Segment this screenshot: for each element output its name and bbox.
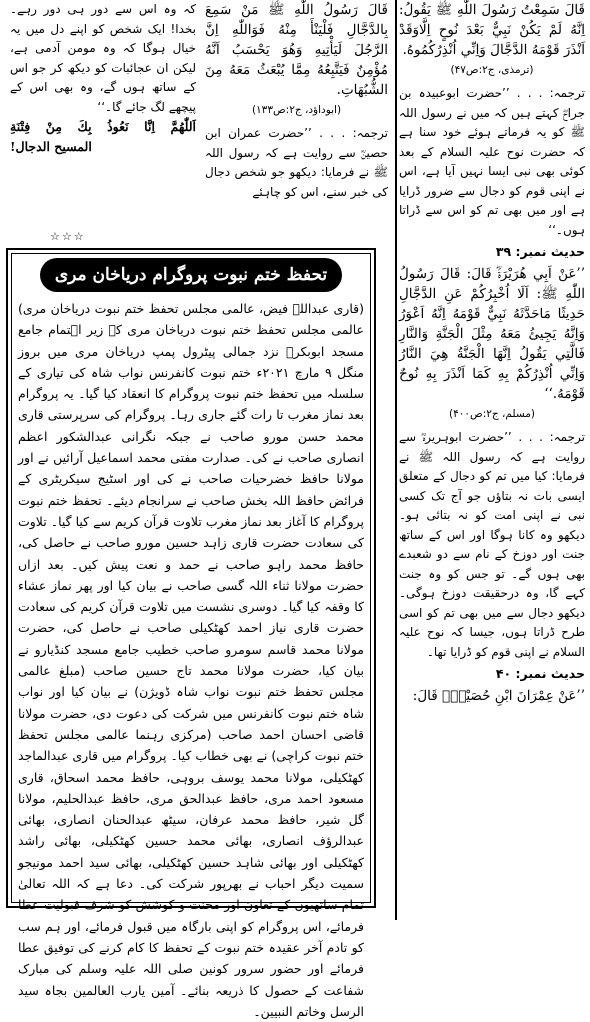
hadith-reference: (ترمذی، ج۲:ص۴۷) [450, 64, 534, 76]
urdu-translation: ترجمہ: . . . ’’حضرت ابوہریرہؓ سے روایت ہے کہ رسول اللہ ﷺ نے فرمایا: کیا میں تم کو دجال کے متعلق ایسی بات نہ بتاؤں جو آج تک کسی نبی نے اپنی امت کو نہ بتائی ہو۔ دیکھو وہ کانا ہوگا اور اس کے ساتھ جنت اور دوزخ کے نام سے دو شعبدے بھی ہوں گے۔ تو جس کو وہ جنت کہے گا، وہ درحقیقت دوزخ ہوگی۔ دیکھو دجال سے میں بھی تم کو اسی طرح ڈراتا ہوں، جیسا کہ نوح علیہ السلام نے اپنی قوم کو ڈرایا تھا۔ [399, 430, 585, 659]
urdu-translation: ترجمہ: . . . ’’حضرت ابوعبیدہ بن جراحؓ کہتے ہیں کہ میں نے رسول اللہ ﷺ کو یہ فرماتے ہوئے خود سنا ہے کہ حضرت نوح علیہ السلام کے بعد کوئی بھی نبی ایسا نہیں آیا ہے، اس نے اپنی قوم کو دجال سے ضرور ڈرایا ہے اور میں بھی تم کو اس سے ڈراتا ہوں۔‘‘ [399, 86, 585, 237]
dua-text-end: المسيح الدجال! [10, 139, 92, 154]
hadith-reference: (مسلم، ج۲:ص۴۰۰) [449, 408, 535, 420]
news-body-text: (قاری عبداللہ فیض، عالمی مجلس تحفظ ختم نبوت دریاخان مری) عالمی مجلس تحفظ ختم نبوت دریاخان مری کے زیر اہتمام جامع مسجد ابوبکرؓ نزد جمالی پیٹرول پمپ دریاخان مری میں بروز منگل ۹ مارچ ۲۰۲۱ء ختم نبوت کانفرنس نواب شاہ کی تیاری کے سلسلہ میں تحفظ ختم نبوت پروگرام کا انعقاد کیا گیا۔ یہ پروگرام بعد نماز مغرب تا رات گئے جاری رہا۔ پروگرام کی سرپرستی قاری محمد حسن مورو صاحب نے جبکہ نگرانی عبدالشکور اعظم انصاری صاحب نے کی۔ صدارت مفتی محمد اسماعیل آرائیں نے اور مولانا حافظ خضرحیات صاحب نے کی اور اسٹیج سیکریٹری کے فرائض حافظ اللہ بخش صاحب نے سرانجام دیئے۔ تحفظ ختم نبوت پروگرام کا آغاز بعد نماز مغرب تلاوت قرآن کریم سے کیا گیا۔ تلاوت کی سعادت حضرت قاری زاہد حسین مورو صاحب نے حاصل کی، حافظ محمد راہو صاحب نے حمد و نعت پیش کیں۔ بعد ازاں حضرت مولانا ثناء اللہ گسی صاحب نے بیان کیا اور پھر نماز عشاء کا وقفہ کیا گیا۔ دوسری نشست میں تلاوت قرآن کریم کی سعادت حضرت قاری نیاز احمد کھٹکیلی صاحب نے حاصل کی، حضرت مولانا محمد قاسم سومرو صاحب خطیب جامع مسجد کنڈیارو نے بیان کیا، حضرت مولانا محمد تاج حسین صاحب (مبلغ عالمی مجلس تحفظ ختم نبوت نواب شاہ ڈویژن) نے بیان کیا اور نواب شاہ ختم نبوت کانفرنس میں شرکت کی دعوت دی، حضرت مولانا قاضی احسان احمد صاحب (مرکزی رہنما عالمی مجلس تحفظ ختم نبوت کراچی) نے بھی خطاب کیا۔ پروگرام میں قاری عبدالماجد کھٹکیلی، مولانا محمد یوسف بروہی، حافظ محمد اسحاق، قاری مسعود احمد مری، حافظ عبدالحق مری، حافظ عبدالحلیم، مولانا گل شیر، حافظ محمد عرفان، سیٹھ عبدالحنان انصاری، بھائی عبدالرؤف انصاری، بھائی محمد حسین کھٹکیلی، بھائی راشد کھٹکیلی اور بھائی شاہد حسین کھٹکیلی، بھائی سید احمد مونیجو سمیت دیگر احباب نے بھرپور شرکت کی۔ دعا ہے کہ اللہ تعالیٰ تمام ساتھیوں کے تعاون اور محنت و کوشش کو شرف قبولیت عطا فرمائے، اس پروگرام کو اپنی بارگاہ میں قبول فرمائے، اور ہم سب کو تادم آخر عقیدہ ختم نبوت کے تحفظ کا کام کرنے کی توفیق عطا فرمائے اور حضور سرور کونین صلی اللہ علیہ وسلم کی مبارک شفاعت کے حصول کا ذریعہ بنائے۔ آمین یارب العالمین بجاہ سید الرسل وخاتم النبیین۔ [18, 301, 365, 1019]
urdu-translation-continued: کہ وہ اس سے دور ہی دور رہے۔ بخدا! ایک شخص کو اپنے دل میں یہ خیال ہوگا کہ وہ مومن آدمی ہے، لیکن ان عجائبات کو دیکھ کر جو اس کے ساتھ ہوں گے، وہ بھی اس کے پیچھے لگ جائے گا۔‘‘ [10, 2, 196, 114]
arabic-hadith-text: قَالَ سَمِعْتُ رَسُولَ اللّٰهِ ﷺ يَقُولُ: اِنَّهُ لَمْ يَكُنْ نَبِيٌّ بَعْدَ نُوحٍ اِلَّاوَقَدْ اَنْذَرَ قَوْمَهُ الدَّجَّالَ وَاِنِّي اُنْذِرُكُمُوهُ. [399, 2, 585, 58]
middle-column [203, 0, 390, 202]
hadith-number-heading: حدیث نمبر: ۳۹ [495, 244, 585, 259]
dua-text: اَللّٰهُمَّ اِنَّا نَعُوذُ بِكَ مِنْ فِتْنَةِ [10, 119, 196, 134]
arabic-hadith-text: ’’عَنْ اَبِي هُرَيْرَةَؓ قَالَ: قَالَ رَسُولُ اللّٰهِ ﷺ: اَلَا اُخْبِرُكُمْ عَنِ الدَّجَّالِ حَدِيثًا مَاحَدَّثَهُ نَبِيٌّ قَوْمَهُ اِنَّهُ اَعْوَرُ وَاِنَّهُ يَجِيئُ مَعَهُ مِثْلَ الْجَنَّةِ وَالنَّارِ فَالَّتِي يَقُولُ اِنَّهَا الْجَنَّةُ هِيَ النَّارُ وَاِنِّي اُنْذِرُكُمْ بِهِ كَمَا اَنْذَرَ بِهِ نُوحٌ قَوْمَهُ.‘‘ [399, 266, 585, 402]
news-report-box [6, 248, 376, 1019]
arabic-hadith-text: ’’عَنْ عِمْرَانَ ابْنِ حُصَيْنٍؓ قَالَ: [412, 688, 585, 704]
separator-stars: ☆☆☆ [50, 230, 86, 243]
arabic-hadith-text: قَالَ رَسُولُ اللّٰهِ ﷺ مَنْ سَمِعَ بِالدَّجَّالِ فَلْيَنْأَ مِنْهُ فَوَاللّٰهِ اِنَّ الرَّجُلَ لَيَأْتِيهِ وَهُوَ يَحْسَبُ اَنَّهُ مُؤْمِنٌ فَيَتَّبِعُهُ مِمَّا يُبْعَثُ مَعَهُ مِنَ الشُّبُهَاتِ. [205, 2, 388, 98]
news-banner-heading: تحفظ ختم نبوت پروگرام دریاخان مری [40, 258, 342, 292]
urdu-translation: ترجمہ: . . . ’’حضرت عمران ابن حصینؓ سے روایت ہے کہ رسول اللہ ﷺ نے فرمایا: دیکھو جو شخص دجال کی خبر سنے، اس کو چاہئے [205, 126, 388, 199]
hadith-reference: (ابوداؤد، ج۲:ص۱۳۳) [251, 104, 342, 116]
hadith-number-heading: حدیث نمبر: ۴۰ [495, 666, 585, 681]
right-column [395, 0, 590, 920]
left-column [8, 0, 198, 157]
